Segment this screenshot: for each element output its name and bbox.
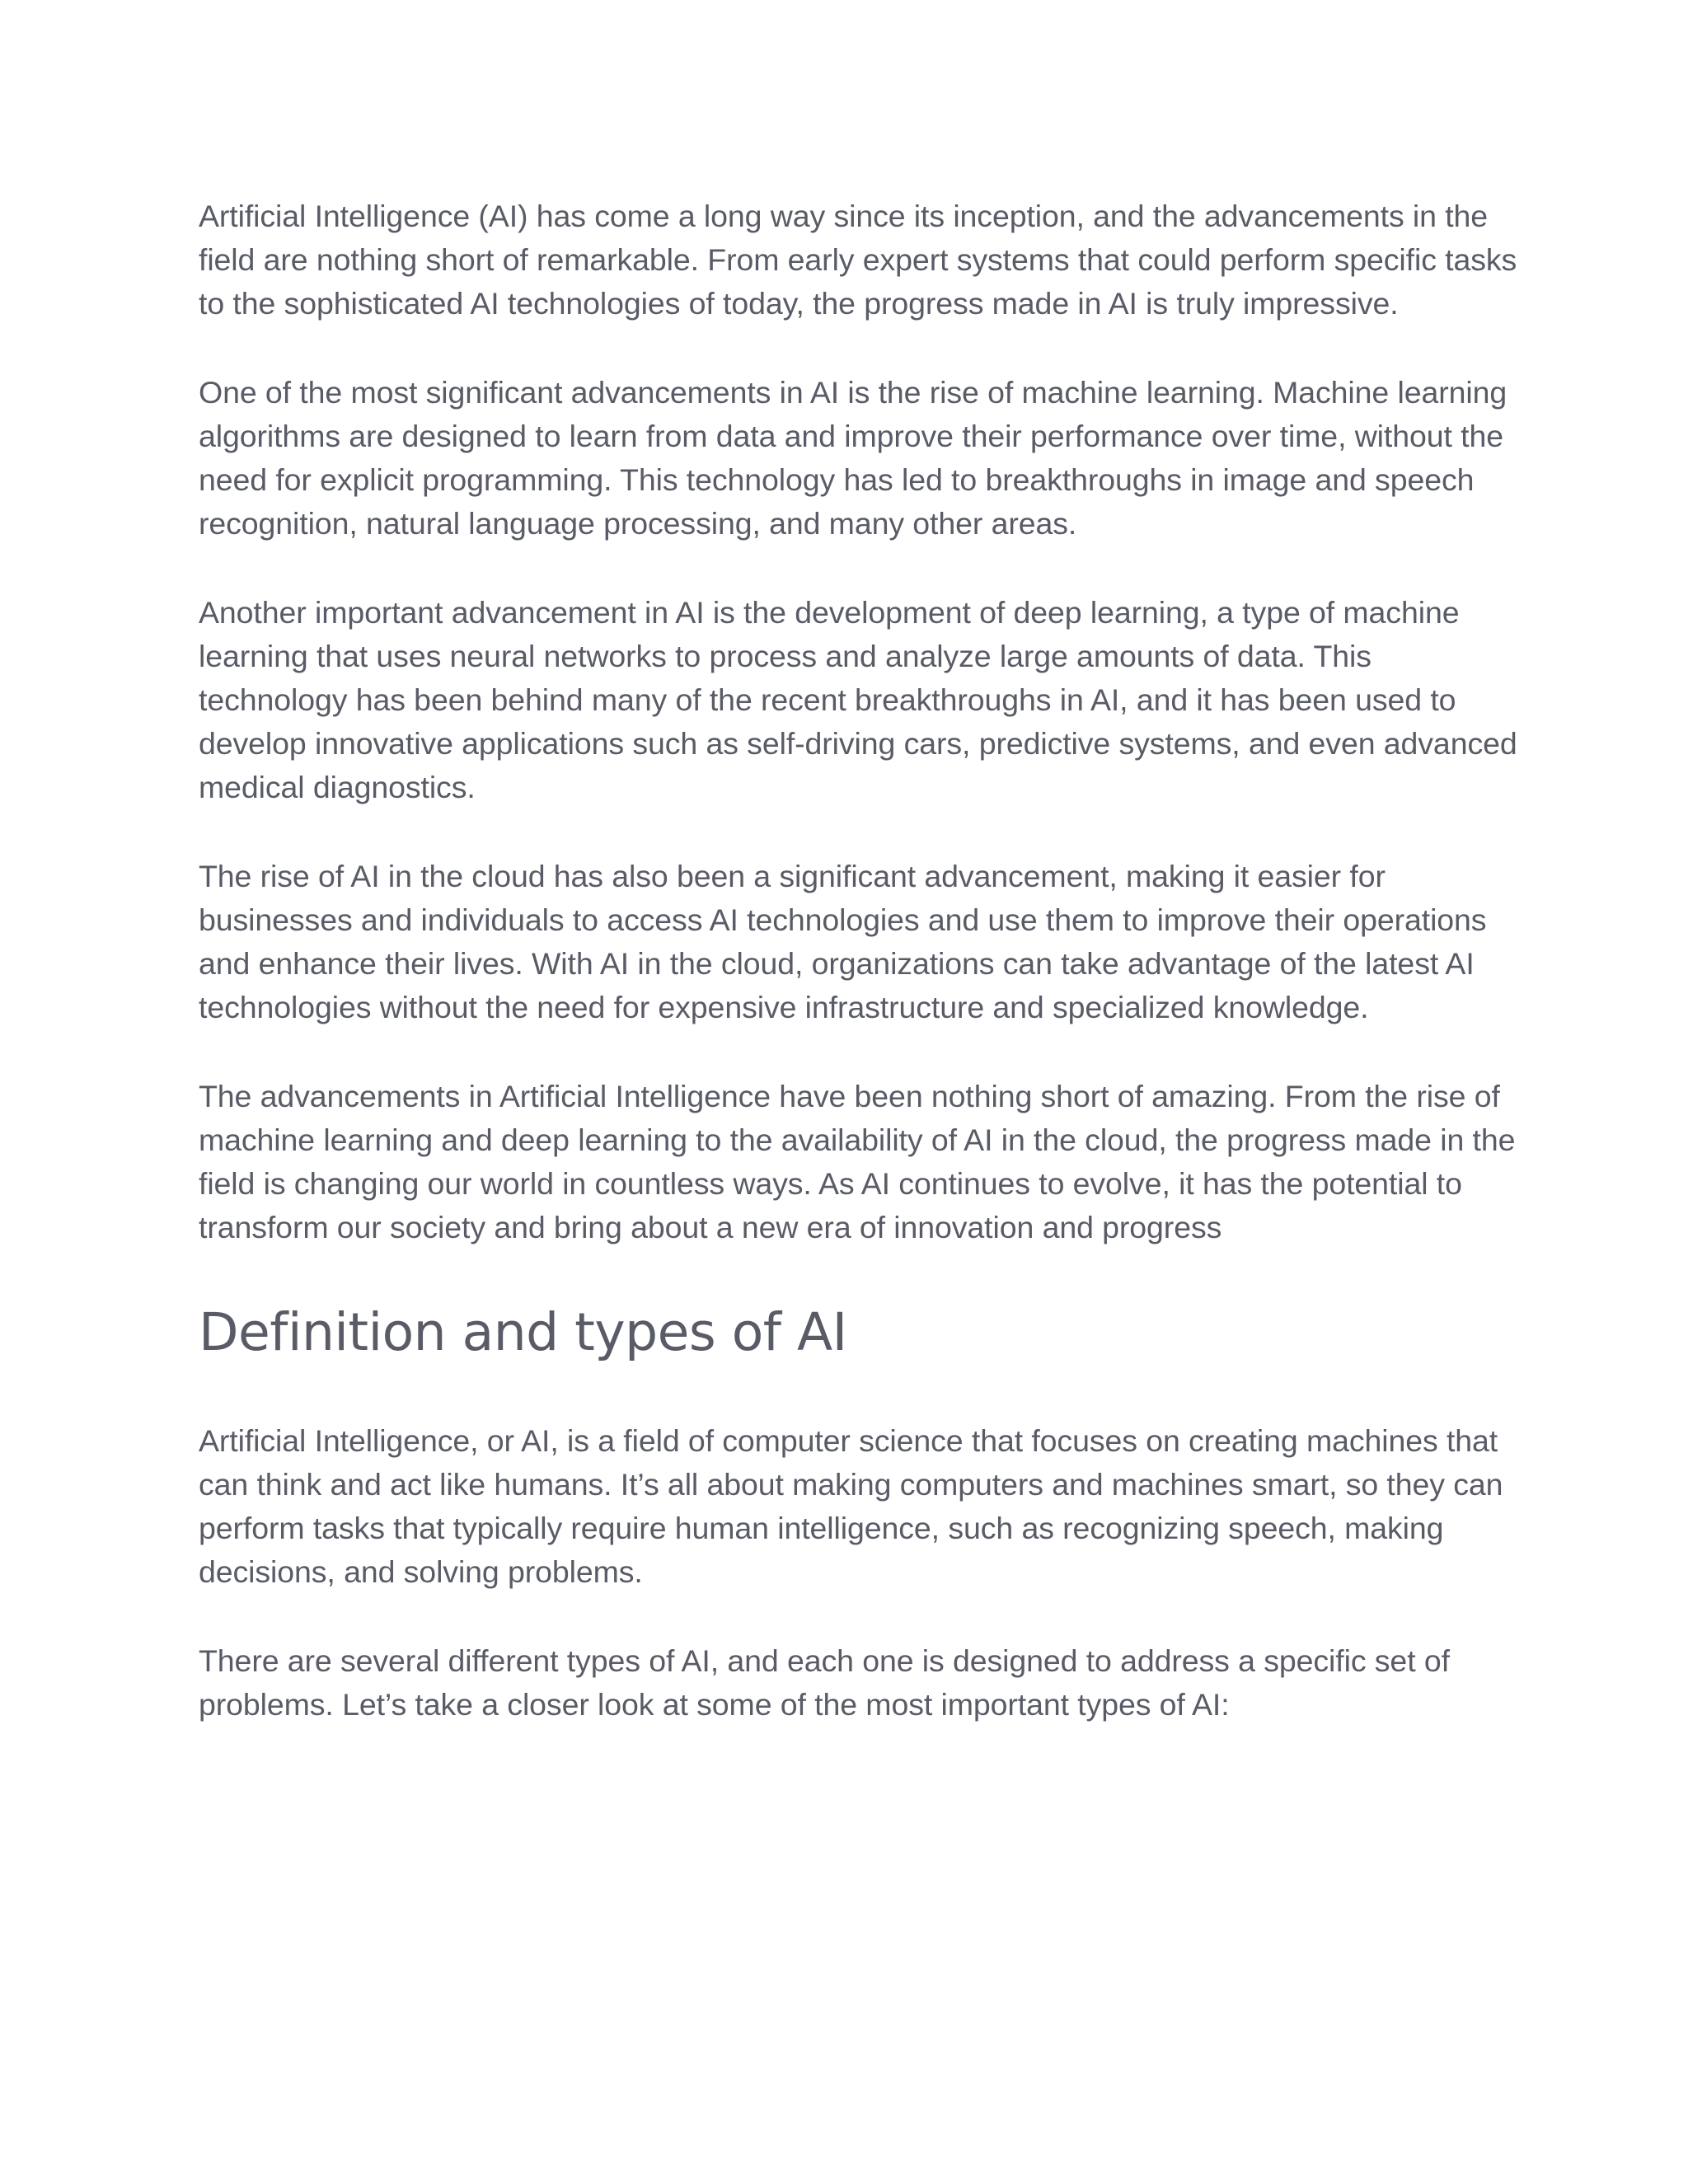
section-paragraph-1: Artificial Intelligence, or AI, is a field of computer science that focuses on creating machines that can think and act like humans. It’s all about making computers and machines smart, so they can perform tasks that typically require human intelligence, such as recognizing speech, making decisions, and solving problems.: [199, 1423, 1503, 1589]
section-heading: Definition and types of AI: [199, 1302, 847, 1362]
section-paragraph-2: There are several different types of AI, and each one is designed to address a specific set of problems. Let’s take a closer look at some of the most important types of AI:: [199, 1643, 1450, 1722]
intro-paragraph-4: The rise of AI in the cloud has also been a significant advancement, making it easier for businesses and individuals to access AI technologies and use them to improve their operations and enhance their lives. With AI in the cloud, organizations can take advantage of the latest AI technologies without the need for expensive infrastructure and specialized knowledge.: [199, 859, 1487, 1024]
intro-paragraph-3: Another important advancement in AI is the development of deep learning, a type of machine learning that uses neural networks to process and analyze large amounts of data. This technology has been behind many of the recent breakthroughs in AI, and it has been used to develop innovative applications such as self-driving cars, predictive systems, and even advanced medical diagnostics.: [199, 595, 1517, 804]
document-body: [199, 194, 1517, 1772]
intro-paragraph-5: The advancements in Artificial Intelligence have been nothing short of amazing. From the rise of machine learning and deep learning to the availability of AI in the cloud, the progress made in the field is changing our world in countless ways. As AI continues to evolve, it has the potential to transform our society and bring about a new era of innovation and progress: [199, 1079, 1516, 1244]
intro-paragraph-2: One of the most significant advancements in AI is the rise of machine learning. Machine learning algorithms are designed to learn from data and improve their performance over time, without the need for explicit programming. This technology has led to breakthroughs in image and speech recognition, natural language processing, and many other areas.: [199, 375, 1507, 541]
intro-paragraph-1: Artificial Intelligence (AI) has come a long way since its inception, and the advancements in the field are nothing short of remarkable. From early expert systems that could perform specific tasks to the sophisticated AI technologies of today, the progress made in AI is truly impressive.: [199, 199, 1517, 321]
